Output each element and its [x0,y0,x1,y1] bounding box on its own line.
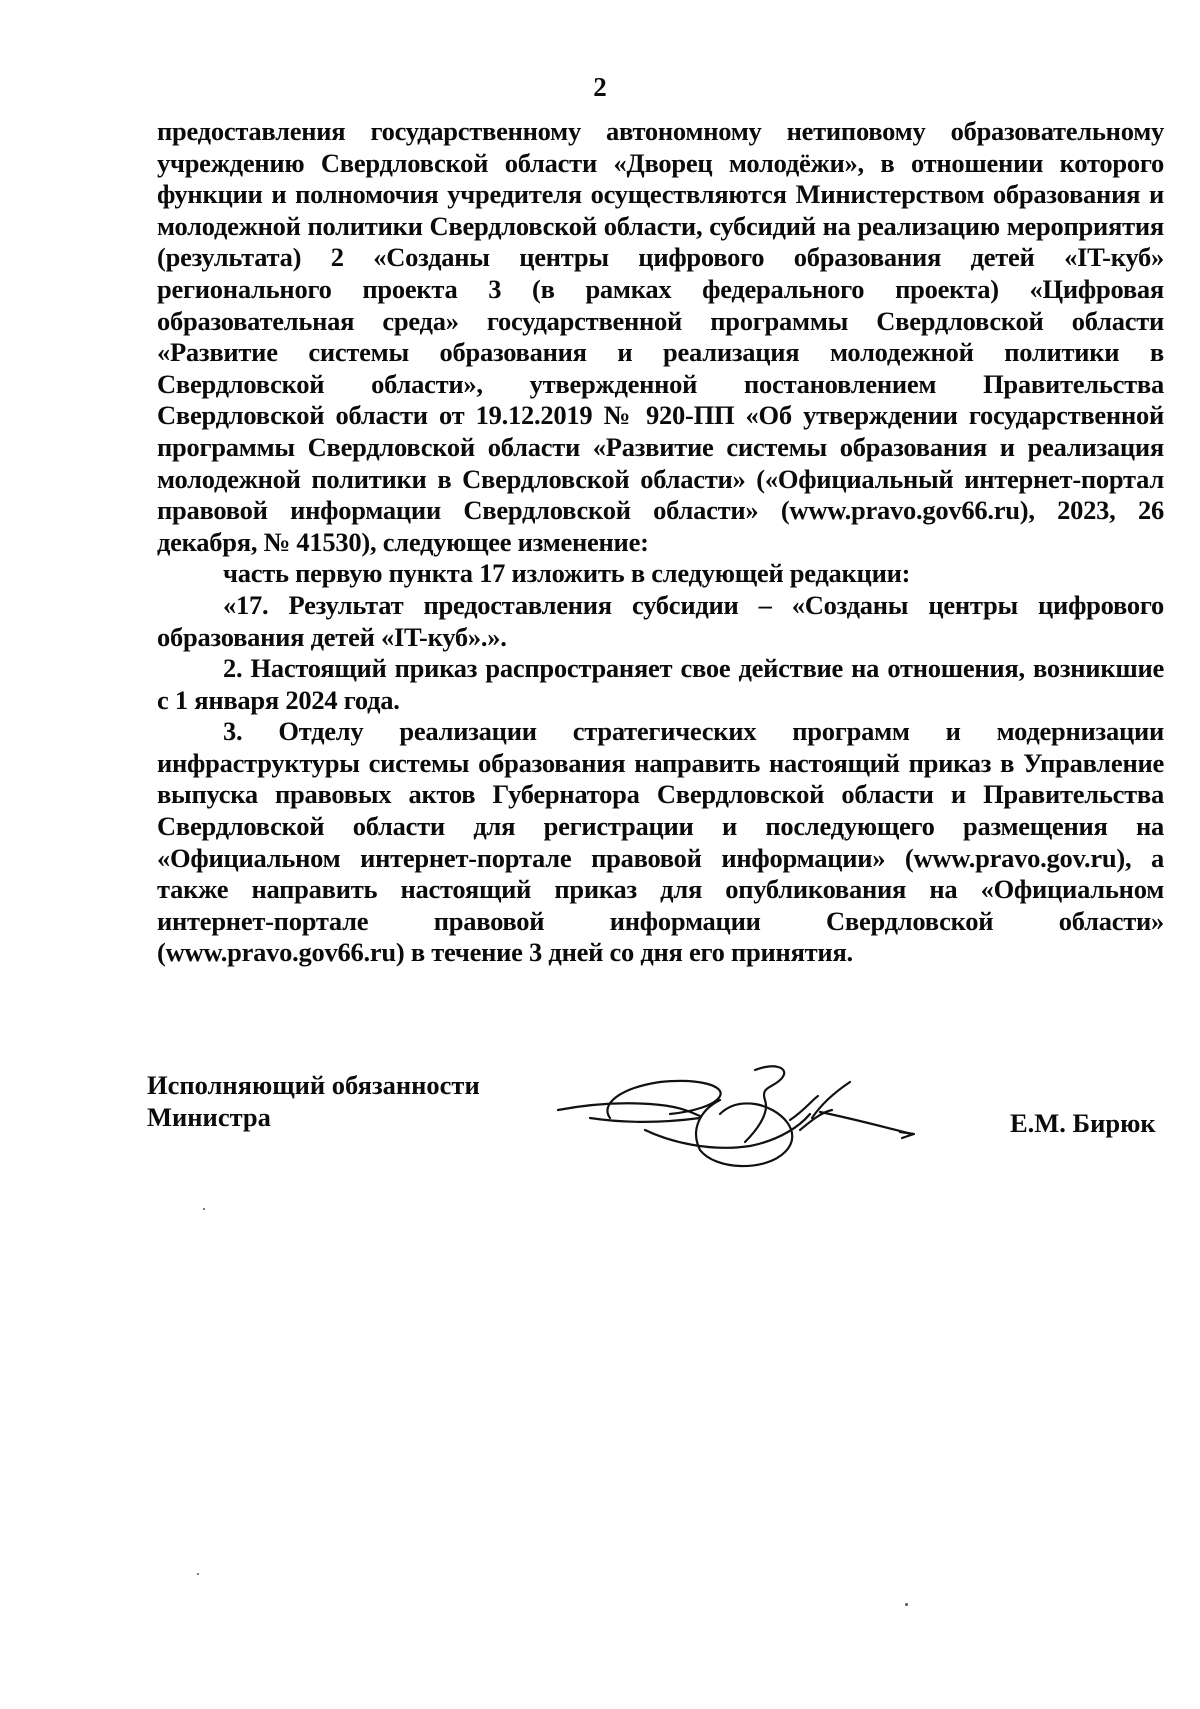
scan-speck [203,1208,205,1210]
document-body [157,116,1164,969]
signatory-name: Е.М. Бирюк [1010,1108,1156,1138]
paragraph-amendment-text: «17. Результат предоставления субсидии – «Созданы центры цифрового образования детей «IT-куб».». [157,589,1164,652]
paragraph-amendment-intro: часть первую пункта 17 изложить в следующей редакции: [223,558,911,589]
paragraph-continuation: предоставления государственному автономному нетиповому образовательному учреждению Свердловской области «Дворец молодёжи», в отношении которого функции и полномочия учредителя осуществляются Министерством образования и молодежной политики Свердловской области, субсидий на реализацию мероприятия (результата) 2 «Созданы центры цифрового образования детей «IT-куб» регионального проекта 3 (в рамках федерального проекта) «Цифровая образовательная среда» государственной программы Свердловской области «Развитие системы образования и реализация молодежной политики в Свердловской области», утвержденной постановлением Правительства Свердловской области от 19.12.2019 № 920-ПП «Об утверждении государственной программы Свердловской области «Развитие системы образования и реализация молодежной политики в Свердловской области» («Официальный интернет-портал правовой информации Свердловской области» (www.pravo.gov66.ru), 2023, 26 декабря, № 41530), следующее изменение: [157,116,1164,557]
signatory-position-line1: Исполняющий обязанности [147,1070,480,1100]
paragraph-item-3: 3. Отделу реализации стратегических программ и модернизации инфраструктуры системы образования направить настоящий приказ в Управление выпуска правовых актов Губернатора Свердловской области и Правительства Свердловской области для регистрации и последующего размещения на «Официальном интернет-портале правовой информации» (www.pravo.gov.ru), а также направить настоящий приказ для опубликования на «Официальном интернет-портале правовой информации Свердловской области» (www.pravo.gov66.ru) в течение 3 дней со дня его принятия. [157,716,1164,968]
signatory-position [147,1070,480,1133]
signatory-position-line2: Министра [147,1101,271,1132]
scan-speck [905,1603,908,1606]
scan-speck [197,1573,199,1575]
paragraph-item-2: 2. Настоящий приказ распространяет свое действие на отношения, возникшие с 1 января 2024 года. [157,653,1164,715]
page-number: 2 [593,72,607,102]
handwritten-signature [550,1060,950,1190]
